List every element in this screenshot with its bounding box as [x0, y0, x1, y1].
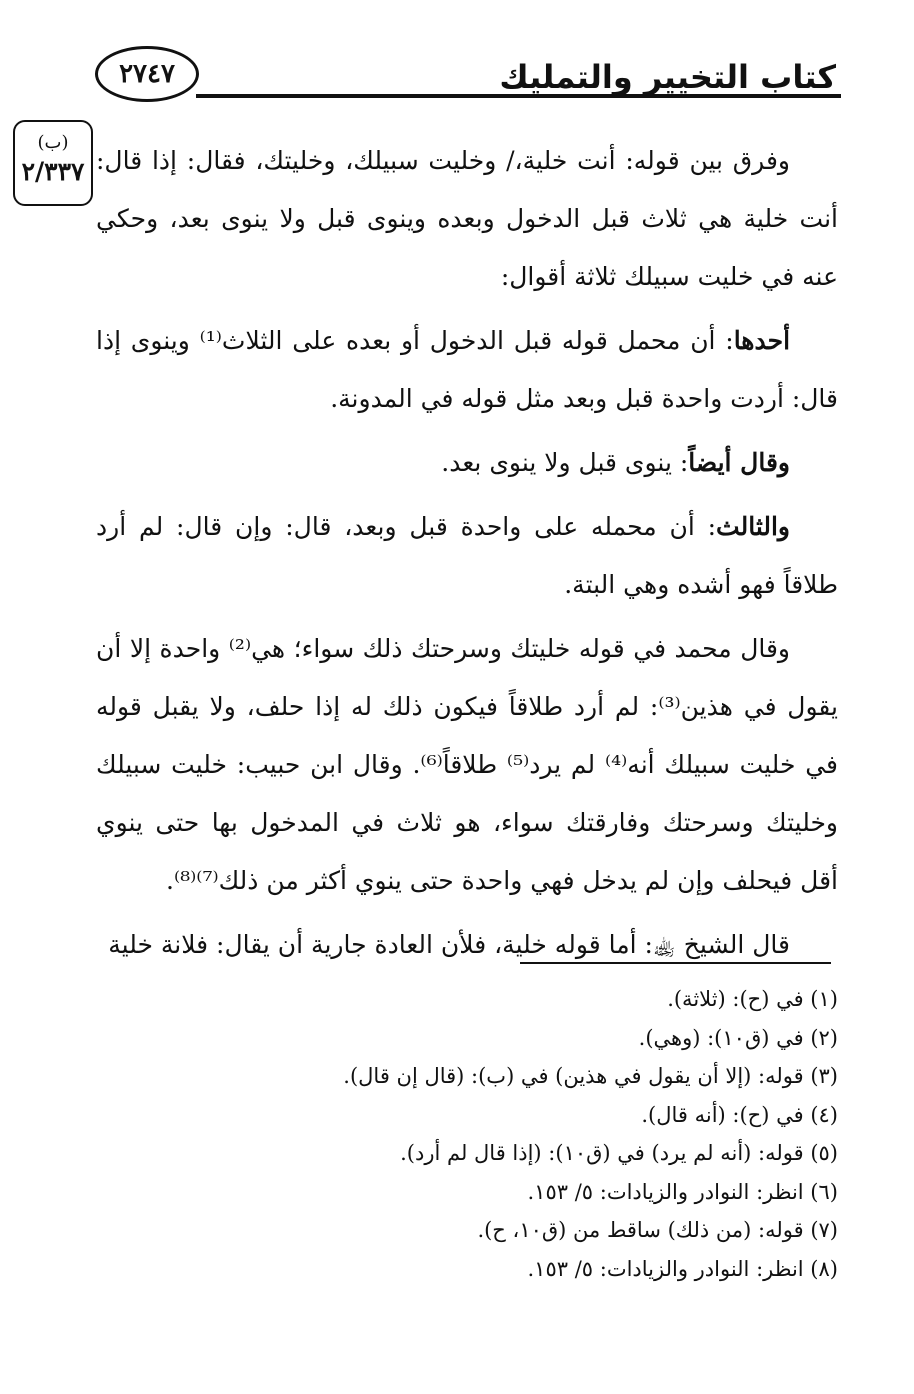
- paragraph: [96, 620, 838, 910]
- page-number-text: ٢٧٤٧: [119, 59, 175, 89]
- footnotes: [96, 980, 838, 1288]
- paragraph-text: : أن محمله على واحدة قبل وبعد، قال: وإن قال: لم أرد طلاقاً فهو أشده وهي البتة.: [96, 512, 838, 599]
- footnote: (١) في (ح): (ثلاثة).: [667, 987, 838, 1011]
- footnote: (٣) قوله: (إلا أن يقول في هذين) في (ب): (قال إن قال).: [343, 1064, 838, 1088]
- paragraph-text: : ينوى قبل ولا ينوى بعد.: [441, 448, 689, 477]
- footnote: (٢) في (ق١٠): (وهي).: [638, 1025, 838, 1050]
- footnote: (٤) في (ح): (أنه قال).: [641, 1102, 838, 1127]
- manuscript-label: (ب): [37, 132, 69, 153]
- footnote: (٨) انظر: النوادر والزيادات: ٥/ ١٥٣.: [527, 1256, 838, 1281]
- paragraph-text: : أن محمل قوله قبل الدخول أو بعده على الثلاث⁽¹⁾ وينوى إذا قال: أردت واحدة قبل وبعد مثل قوله في المدونة.: [96, 326, 838, 413]
- footnote: (٥) قوله: (أنه لم يرد) في (ق١٠): (إذا قال لم أرد).: [400, 1141, 838, 1165]
- book-title: كتاب التخيير والتمليك: [499, 58, 836, 96]
- paragraph-text: وفرق بين قوله: أنت خلية،/ وخليت سبيلك، وخليتك، فقال: إذا قال: أنت خلية هي ثلاث قبل الدخول وبعده وينوى قبل ولا ينوى بعد، وحكي عنه في خليت سبيلك ثلاثة أقوال:: [96, 146, 838, 291]
- paragraph: [96, 132, 838, 306]
- paragraph-lead: والثالث: [716, 512, 790, 541]
- paragraph: [96, 498, 838, 614]
- paragraph: [96, 916, 838, 974]
- footnote-separator: [520, 962, 831, 964]
- manuscript-folio: ٢/٣٣٧: [21, 157, 85, 186]
- page-number: [95, 46, 199, 102]
- paragraph-lead: أحدها: [733, 326, 791, 355]
- paragraph-text: وقال محمد في قوله خليتك وسرحتك ذلك سواء؛ هي⁽²⁾ واحدة إلا أن يقول في هذين⁽³⁾: لم أرد طلاقاً فيكون ذلك له إذا حلف، ولا يقبل قوله في خليت سبيلك أنه⁽⁴⁾ لم يرد⁽⁵⁾ طلاقاً⁽⁶⁾. وقال ابن حبيب: خليت سبيلك وخليتك وسرحتك وفارقتك سواء، هو ثلاث في المدخول بها حتى ينوي أقل فيحلف وإن لم يدخل فهي واحدة حتى ينوي أكثر من ذلك⁽⁷⁾⁽⁸⁾.: [96, 634, 839, 895]
- footnote: (٦) انظر: النوادر والزيادات: ٥/ ١٥٣.: [527, 1179, 838, 1204]
- paragraph-lead: وقال أيضاً: [688, 448, 790, 477]
- paragraph: [96, 434, 838, 492]
- paragraph: [96, 312, 838, 428]
- paragraph-text: قال الشيخ ﵀: أما قوله خلية، فلأن العادة جارية أن يقال: فلانة خلية: [108, 930, 790, 959]
- footnote: (٧) قوله: (من ذلك) ساقط من (ق١٠، ح).: [477, 1218, 838, 1242]
- manuscript-margin-note: [13, 120, 93, 206]
- main-text: [96, 132, 838, 974]
